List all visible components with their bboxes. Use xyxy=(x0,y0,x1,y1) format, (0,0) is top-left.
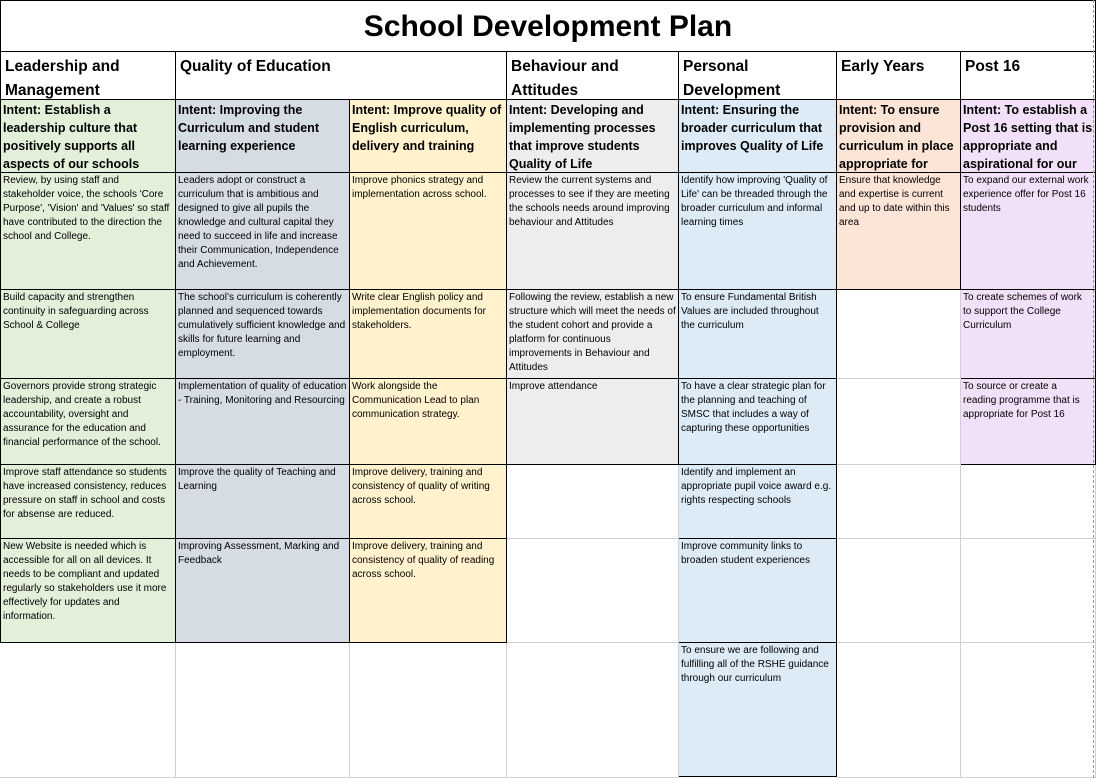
empty-cell[interactable] xyxy=(961,539,1096,643)
quality-item[interactable]: Leaders adopt or construct a curriculum that is ambitious and designed to give all pupils the knowledge and cultural capital they need to succeed in life and increase their Communication, Independence and Achievement. xyxy=(176,173,350,290)
empty-cell[interactable] xyxy=(176,643,350,778)
empty-cell[interactable] xyxy=(961,643,1096,778)
english-item[interactable]: Improve delivery, training and consistency of quality of reading across school. xyxy=(350,539,507,643)
header-leadership[interactable]: Leadership and Management xyxy=(0,51,176,100)
empty-cell[interactable] xyxy=(507,465,679,539)
early-years-item[interactable]: Ensure that knowledge and expertise is current and up to date within this area xyxy=(837,173,961,290)
english-item[interactable]: Write clear English policy and implementation documents for stakeholders. xyxy=(350,290,507,379)
quality-item[interactable]: Implementation of quality of education - Training, Monitoring and Resourcing xyxy=(176,379,350,465)
intent-quality-of-education[interactable]: Intent: Improving the Curriculum and student learning experience xyxy=(176,100,350,173)
empty-cell[interactable] xyxy=(837,465,961,539)
empty-cell[interactable] xyxy=(961,465,1096,539)
personal-development-item[interactable]: Improve community links to broaden student experiences xyxy=(679,539,837,643)
intent-early-years[interactable]: Intent: To ensure provision and curriculum in place appropriate for xyxy=(837,100,961,173)
behaviour-item[interactable]: Following the review, establish a new structure which will meet the needs of the student cohort and provide a platform for continuous improvements in Behaviour and Attitudes xyxy=(507,290,679,379)
header-post-16[interactable]: Post 16 xyxy=(961,51,1096,100)
page-break-line xyxy=(1093,0,1094,778)
post-16-item[interactable]: To expand our external work experience offer for Post 16 students xyxy=(961,173,1096,290)
empty-cell[interactable] xyxy=(0,643,176,778)
behaviour-item[interactable]: Improve attendance xyxy=(507,379,679,465)
personal-development-item[interactable]: Identify and implement an appropriate pupil voice award e.g. rights respecting schools xyxy=(679,465,837,539)
empty-cell[interactable] xyxy=(507,539,679,643)
header-quality-of-education[interactable]: Quality of Education xyxy=(176,51,507,100)
empty-cell[interactable] xyxy=(350,643,507,778)
post-16-item[interactable]: To source or create a reading programme that is appropriate for Post 16 xyxy=(961,379,1096,465)
english-item[interactable]: Improve phonics strategy and implementation across school. xyxy=(350,173,507,290)
post-16-item[interactable]: To create schemes of work to support the College Curriculum xyxy=(961,290,1096,379)
personal-development-item[interactable]: To ensure we are following and fulfilling all of the RSHE guidance through our curriculum xyxy=(679,643,837,777)
personal-development-item[interactable]: To have a clear strategic plan for the planning and teaching of SMSC that includes a way of capturing these opportunities xyxy=(679,379,837,465)
behaviour-item[interactable]: Review the current systems and processes to see if they are meeting the schools needs around improving behaviour and Attitudes xyxy=(507,173,679,290)
header-behaviour[interactable]: Behaviour and Attitudes xyxy=(507,51,679,100)
header-early-years[interactable]: Early Years xyxy=(837,51,961,100)
empty-cell[interactable] xyxy=(837,539,961,643)
empty-cell[interactable] xyxy=(837,379,961,465)
leadership-item[interactable]: Review, by using staff and stakeholder voice, the schools 'Core Purpose', 'Vision' and 'Values' so staff have contributed to the direction the school and College. xyxy=(0,173,176,290)
leadership-item[interactable]: Governors provide strong strategic leadership, and create a robust accountability, oversight and assurance for the education and financial performance of the school. xyxy=(0,379,176,465)
quality-item[interactable]: Improve the quality of Teaching and Learning xyxy=(176,465,350,539)
personal-development-item[interactable]: To ensure Fundamental British Values are included throughout the curriculum xyxy=(679,290,837,379)
intent-post-16[interactable]: Intent: To establish a Post 16 setting that is appropriate and aspirational for our xyxy=(961,100,1096,173)
quality-item[interactable]: The school’s curriculum is coherently planned and sequenced towards cumulatively sufficient knowledge and skills for future learning and employment. xyxy=(176,290,350,379)
intent-behaviour[interactable]: Intent: Developing and implementing processes that improve students Quality of Life xyxy=(507,100,679,173)
personal-development-item[interactable]: Identify how improving 'Quality of Life' can be threaded through the broader curriculum and informal learning times xyxy=(679,173,837,290)
leadership-item[interactable]: Improve staff attendance so students have increased consistency, reduces pressure on staff in school and costs for absense are reduced. xyxy=(0,465,176,539)
intent-leadership[interactable]: Intent: Establish a leadership culture that positively supports all aspects of our schools xyxy=(0,100,176,173)
leadership-item[interactable]: New Website is needed which is accessible for all on all devices. It needs to be compliant and updated regularly so stakeholders use it more effectively for updates and information. xyxy=(0,539,176,643)
page-title: School Development Plan xyxy=(0,0,1096,52)
empty-cell[interactable] xyxy=(837,643,961,778)
empty-cell[interactable] xyxy=(837,290,961,379)
leadership-item[interactable]: Build capacity and strengthen continuity in safeguarding across School & College xyxy=(0,290,176,379)
english-item[interactable]: Improve delivery, training and consistency of quality of writing across school. xyxy=(350,465,507,539)
intent-english[interactable]: Intent: Improve quality of English curriculum, delivery and training xyxy=(350,100,507,173)
header-personal-development[interactable]: Personal Development xyxy=(679,51,837,100)
quality-item[interactable]: Improving Assessment, Marking and Feedback xyxy=(176,539,350,643)
empty-cell[interactable] xyxy=(507,643,679,778)
intent-personal-development[interactable]: Intent: Ensuring the broader curriculum that improves Quality of Life xyxy=(679,100,837,173)
english-item[interactable]: Work alongside the Communication Lead to plan communication strategy. xyxy=(350,379,507,465)
